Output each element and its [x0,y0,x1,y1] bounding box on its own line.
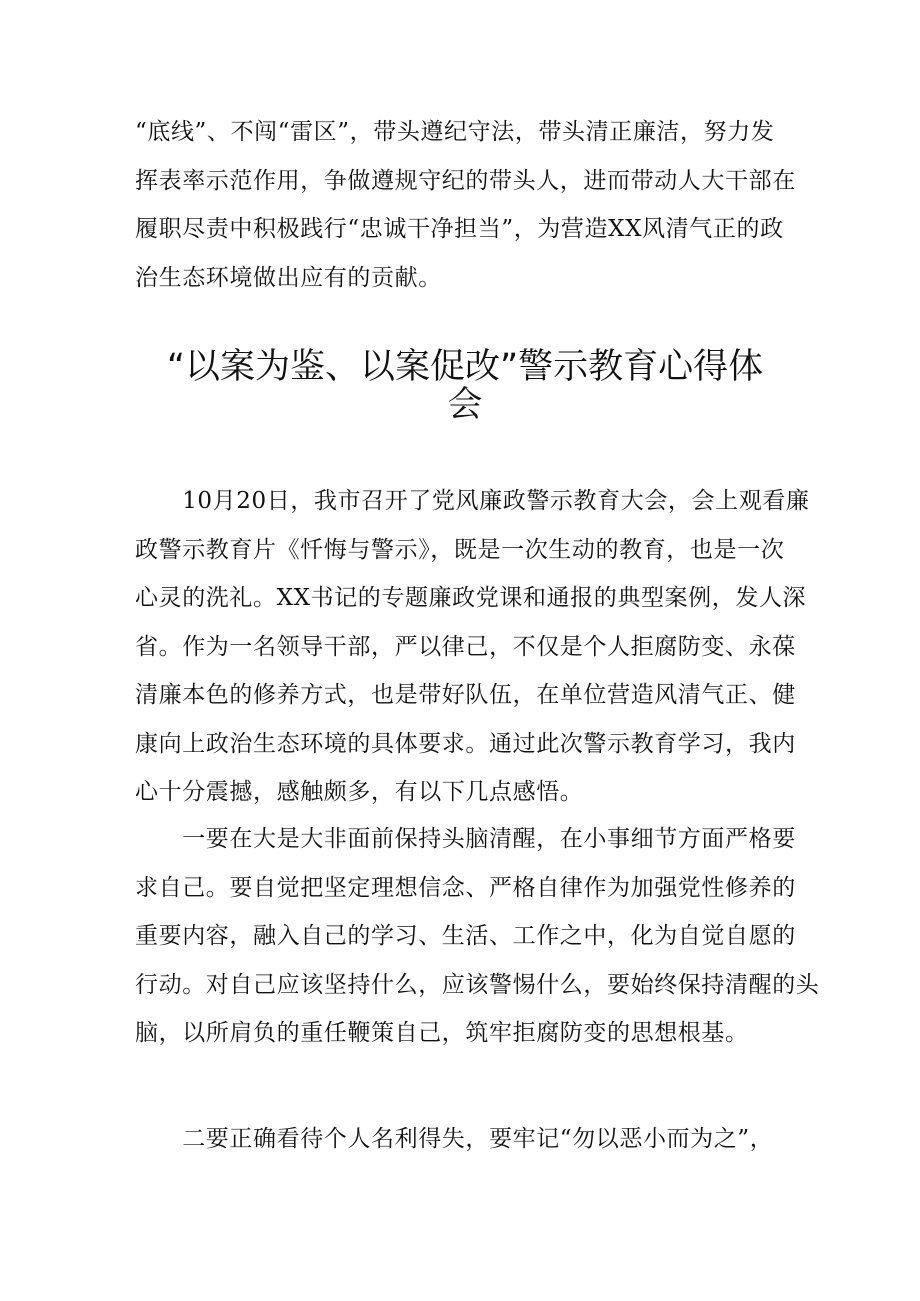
text-line: 政警示教育片《忏悔与警示》，既是一次生动的教育，也是一次 [135,536,785,563]
text-line: 履职尽责中积极践行“忠诚干净担当”，为营造XX风清气正的政 [135,216,784,242]
title-line: “以案为鉴、以案促改”警示教育心得体 [166,347,764,387]
text-line: 清廉本色的修养方式，也是带好队伍，在单位营造风清气正、健 [135,682,796,708]
text-line: 心十分震撼，感触颇多，有以下几点感悟。 [135,779,584,805]
text-line: 二要正确看待个人名利得失，要牢记“勿以恶小而为之”， [135,1126,774,1152]
body-paragraph-3 [135,1115,795,1164]
body-paragraph-1 [135,477,810,817]
text-line: 求自己。要自觉把坚定理想信念、严格自律作为加强党性修养的 [135,874,796,901]
text-line: 心灵的洗礼。XX书记的专题廉政党课和通报的典型案例，发人深 [135,585,807,611]
text-line: 行动。对自己应该坚持什么，应该警惕什么，要始终保持清醒的头 [135,971,820,998]
text-line: 治生态环境做出应有的贡献。 [135,264,442,291]
text-line: 脑，以所肩负的重任鞭策自己，筑牢拒腐防变的思想根基。 [135,1020,749,1046]
intro-paragraph [135,108,795,302]
text-line: 一要在大是大非面前保持头脑清醒，在小事细节方面严格要 [135,826,796,852]
text-line: 康向上政治生态环境的具体要求。通过此次警示教育学习，我内 [135,730,796,757]
title-line: 会 [447,385,483,425]
document-title [135,348,795,424]
text-line: 挥表率示范作用，争做遵规守纪的带头人，进而带动人大干部在 [135,167,796,194]
text-line: 重要内容，融入自己的学习、生活、工作之中，化为自觉自愿的 [135,923,796,949]
text-line: 省。作为一名领导干部，严以律己，不仅是个人拒腐防变、永葆 [135,633,796,660]
text-line: 10月20日，我市召开了党风廉政警示教育大会，会上观看廉 [135,488,810,514]
body-paragraph-2 [135,815,820,1058]
text-line: “底线”、不闯“雷区”，带头遵纪守法，带头清正廉洁，努力发 [135,119,775,145]
